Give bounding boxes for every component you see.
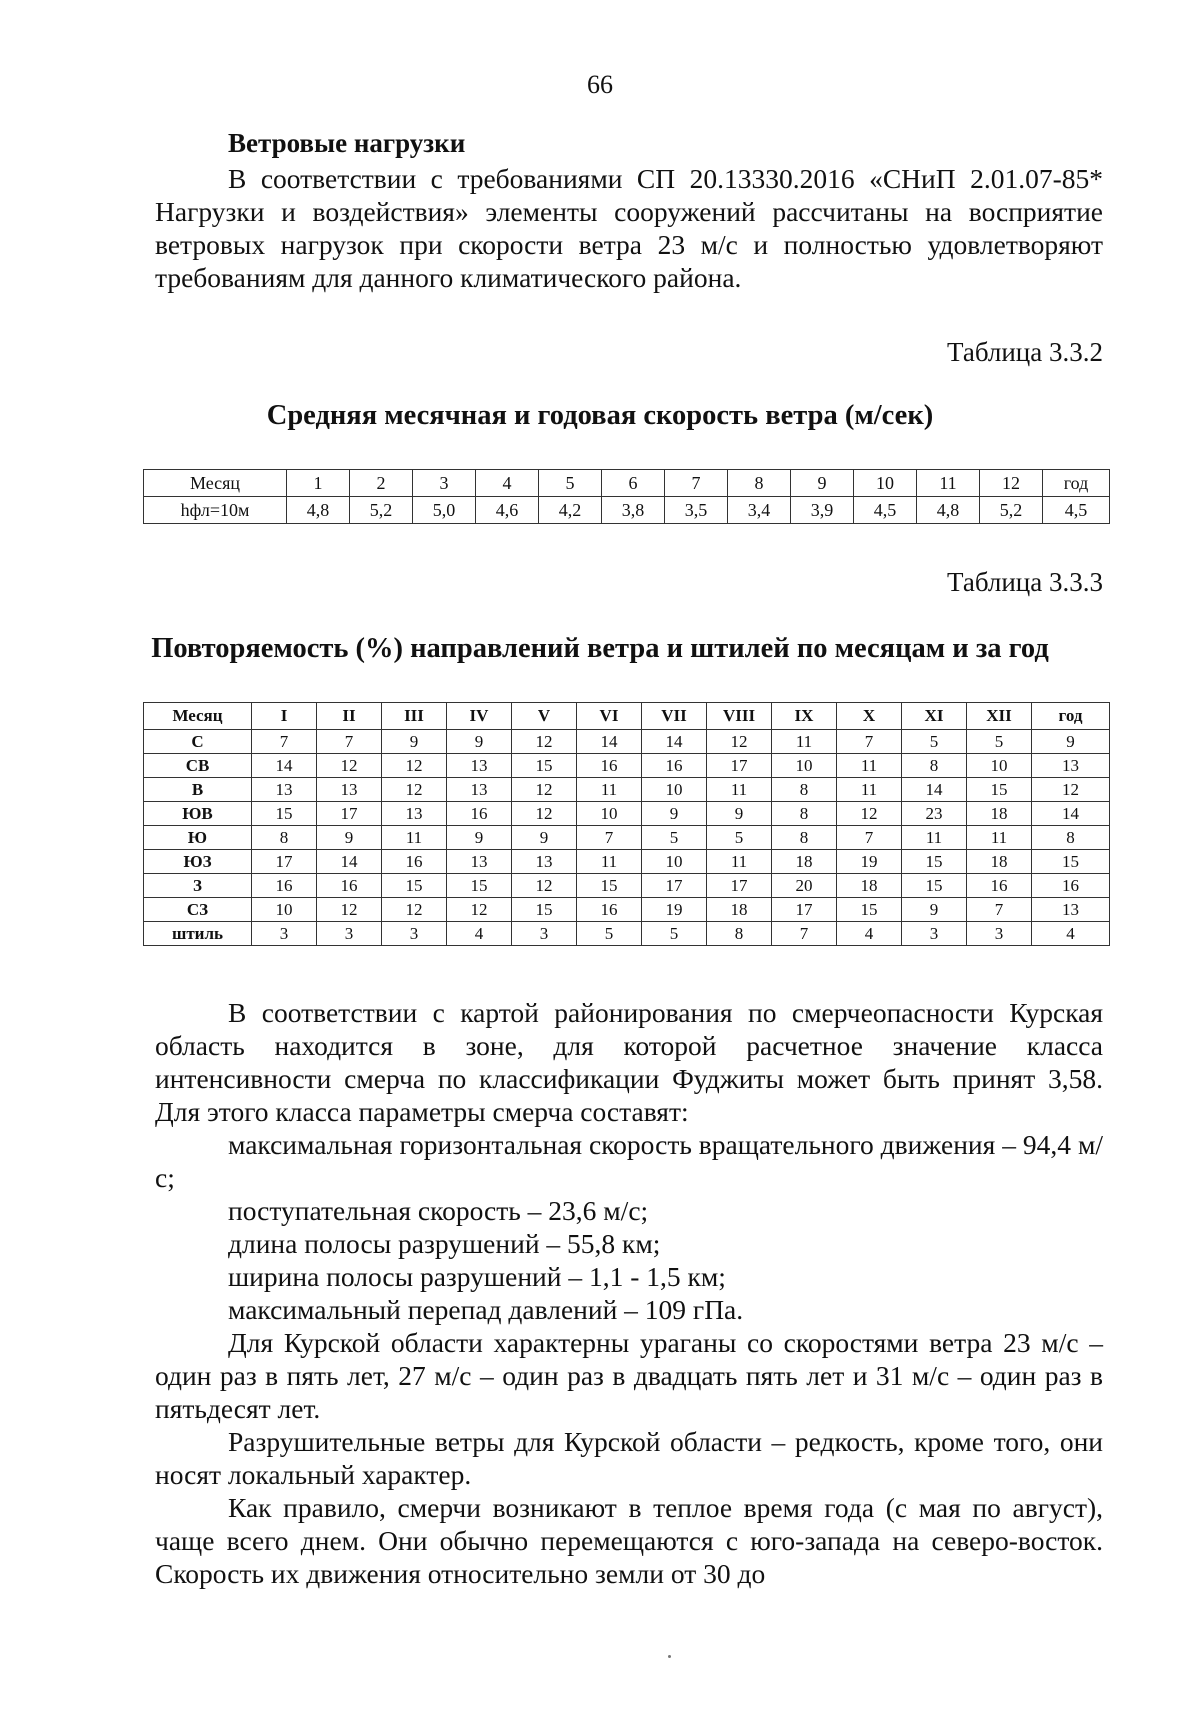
- table-cell: 9: [642, 802, 707, 826]
- param-rotational-speed-text: максимальная горизонтальная скорость вращательного движения – 94,4 м/с;: [155, 1129, 1103, 1193]
- table2-title: Повторяемость (%) направлений ветра и штилей по месяцам и за год: [151, 633, 1049, 664]
- table-cell: 7: [317, 730, 382, 754]
- tornado-paragraph-text: В соответствии с картой районирования по смерчеопасности Курская область находится в зоне, для которой расчетное значение класса интенсивности смерча по классификации Фуджиты может быть принят 3,58. Для этого класса параметры смерча составят:: [155, 997, 1103, 1127]
- table-cell: XI: [902, 703, 967, 730]
- table-cell: I: [252, 703, 317, 730]
- table-cell: 9: [707, 802, 772, 826]
- table-cell: 13: [512, 850, 577, 874]
- section-heading: Ветровые нагрузки: [228, 128, 466, 158]
- table-cell: 15: [577, 874, 642, 898]
- table-cell: 10: [854, 470, 917, 497]
- table-cell: 5: [577, 922, 642, 946]
- table-row: [144, 874, 1110, 898]
- table-cell: 10: [642, 850, 707, 874]
- table-cell: 13: [447, 850, 512, 874]
- table-cell: 16: [967, 874, 1032, 898]
- table-cell: 3,8: [602, 497, 665, 524]
- table-cell: 18: [967, 850, 1032, 874]
- wind-direction-table: [143, 702, 1110, 946]
- table-cell: 13: [317, 778, 382, 802]
- table-cell: 15: [902, 850, 967, 874]
- table-cell: Месяц: [144, 470, 287, 497]
- table-cell: 16: [577, 754, 642, 778]
- table-cell: 17: [707, 754, 772, 778]
- table-cell: II: [317, 703, 382, 730]
- table-cell: 7: [837, 826, 902, 850]
- table-cell: 4,5: [854, 497, 917, 524]
- table-cell: 11: [967, 826, 1032, 850]
- table-row: [144, 826, 1110, 850]
- table-cell: 7: [967, 898, 1032, 922]
- table-cell: 9: [512, 826, 577, 850]
- table-cell: 13: [447, 754, 512, 778]
- table-cell: 11: [837, 778, 902, 802]
- table-cell: 8: [902, 754, 967, 778]
- table-cell: 11: [382, 826, 447, 850]
- table-cell: 13: [252, 778, 317, 802]
- table-cell: 13: [1032, 754, 1110, 778]
- table-cell: 3: [317, 922, 382, 946]
- table-cell: IV: [447, 703, 512, 730]
- table-row: [144, 802, 1110, 826]
- intro-paragraph: [155, 162, 1103, 294]
- table-cell: 11: [772, 730, 837, 754]
- tornado-season-paragraph: [155, 1491, 1103, 1590]
- table-cell: 14: [252, 754, 317, 778]
- table-row: [144, 754, 1110, 778]
- table-cell: 11: [902, 826, 967, 850]
- table-cell: 9: [1032, 730, 1110, 754]
- table-cell: 14: [902, 778, 967, 802]
- table-cell: 8: [1032, 826, 1110, 850]
- table-row: [144, 850, 1110, 874]
- table-row: [144, 497, 1110, 524]
- table-cell: 7: [252, 730, 317, 754]
- table-cell: 5: [902, 730, 967, 754]
- table-cell: 6: [602, 470, 665, 497]
- table-cell: 12: [512, 802, 577, 826]
- table-cell: 9: [447, 730, 512, 754]
- table-cell: 23: [902, 802, 967, 826]
- table-cell: 15: [902, 874, 967, 898]
- table-cell: 4,5: [1043, 497, 1110, 524]
- table-cell: 15: [512, 754, 577, 778]
- table-cell: 7: [577, 826, 642, 850]
- table-cell: 2: [350, 470, 413, 497]
- table-cell: 4: [447, 922, 512, 946]
- table-cell: 19: [837, 850, 902, 874]
- table-cell: Месяц: [144, 703, 252, 730]
- wind-speed-table: [143, 469, 1110, 524]
- table-cell: 9: [902, 898, 967, 922]
- table-cell: 1: [287, 470, 350, 497]
- table-cell: 11: [577, 778, 642, 802]
- table-cell: 16: [1032, 874, 1110, 898]
- table-cell: 11: [707, 850, 772, 874]
- table-cell: 16: [447, 802, 512, 826]
- table-cell: 9: [791, 470, 854, 497]
- table-cell: VI: [577, 703, 642, 730]
- table-cell: 5,2: [350, 497, 413, 524]
- row-header-cell: СВ: [144, 754, 252, 778]
- table-cell: 10: [772, 754, 837, 778]
- table-cell: 3,5: [665, 497, 728, 524]
- table-cell: 18: [707, 898, 772, 922]
- table-cell: 12: [317, 898, 382, 922]
- table-cell: 3: [967, 922, 1032, 946]
- table-cell: 7: [772, 922, 837, 946]
- table-cell: 3,9: [791, 497, 854, 524]
- table-cell: 4: [1032, 922, 1110, 946]
- table-row: [144, 922, 1110, 946]
- table-cell: 3: [252, 922, 317, 946]
- table-cell: 19: [642, 898, 707, 922]
- table-cell: 3,4: [728, 497, 791, 524]
- table-cell: 16: [642, 754, 707, 778]
- table-cell: год: [1043, 470, 1110, 497]
- table-cell: 17: [317, 802, 382, 826]
- table-cell: 5: [707, 826, 772, 850]
- table-cell: 8: [772, 802, 837, 826]
- table-cell: 14: [577, 730, 642, 754]
- row-header-cell: ЮЗ: [144, 850, 252, 874]
- destructive-winds-paragraph-text: Разрушительные ветры для Курской области – редкость, кроме того, они носят локальный характер.: [155, 1426, 1103, 1490]
- page-number: 66: [587, 70, 613, 99]
- param-translational-speed: [155, 1194, 1103, 1227]
- table-cell: 15: [447, 874, 512, 898]
- table-cell: 17: [252, 850, 317, 874]
- table-cell: VII: [642, 703, 707, 730]
- table-cell: 5: [642, 826, 707, 850]
- table-cell: 15: [837, 898, 902, 922]
- table-cell: 5: [967, 730, 1032, 754]
- table-cell: год: [1032, 703, 1110, 730]
- param-damage-length-text: длина полосы разрушений – 55,8 км;: [228, 1228, 661, 1259]
- table-cell: 18: [967, 802, 1032, 826]
- table-cell: 12: [1032, 778, 1110, 802]
- table-cell: 15: [252, 802, 317, 826]
- param-rotational-speed: [155, 1128, 1103, 1194]
- table-cell: 14: [642, 730, 707, 754]
- table-cell: 3: [512, 922, 577, 946]
- table-cell: 16: [577, 898, 642, 922]
- table-cell: 12: [317, 754, 382, 778]
- table-cell: 8: [707, 922, 772, 946]
- table-cell: hфл=10м: [144, 497, 287, 524]
- table-cell: 8: [772, 826, 837, 850]
- param-pressure-drop: [155, 1293, 1103, 1326]
- table-cell: 15: [1032, 850, 1110, 874]
- table-cell: 11: [577, 850, 642, 874]
- table-cell: 15: [967, 778, 1032, 802]
- table-cell: 10: [252, 898, 317, 922]
- table-cell: 8: [728, 470, 791, 497]
- table-cell: 13: [1032, 898, 1110, 922]
- table-row: [144, 778, 1110, 802]
- hurricane-paragraph: [155, 1326, 1103, 1425]
- table-cell: 13: [447, 778, 512, 802]
- table-cell: 8: [772, 778, 837, 802]
- table-cell: X: [837, 703, 902, 730]
- row-header-cell: ЮВ: [144, 802, 252, 826]
- table-cell: VIII: [707, 703, 772, 730]
- row-header-cell: З: [144, 874, 252, 898]
- table-cell: 9: [317, 826, 382, 850]
- table-row: [144, 898, 1110, 922]
- table-cell: 12: [707, 730, 772, 754]
- table-cell: 16: [382, 850, 447, 874]
- table-cell: 11: [837, 754, 902, 778]
- table-cell: 8: [252, 826, 317, 850]
- hurricane-paragraph-text: Для Курской области характерны ураганы со скоростями ветра 23 м/с – один раз в пять лет, 27 м/с – один раз в двадцать пять лет и 31 м/с – один раз в пятьдесят лет.: [155, 1327, 1103, 1424]
- table-cell: 5: [539, 470, 602, 497]
- table1-title: Средняя месячная и годовая скорость ветра (м/сек): [266, 400, 934, 431]
- table-cell: 10: [577, 802, 642, 826]
- param-translational-speed-text: поступательная скорость – 23,6 м/с;: [228, 1195, 649, 1226]
- table-cell: 12: [512, 874, 577, 898]
- table-cell: 17: [642, 874, 707, 898]
- tornado-paragraph: [155, 996, 1103, 1128]
- table-cell: 3: [902, 922, 967, 946]
- table-cell: 15: [382, 874, 447, 898]
- table-cell: 17: [707, 874, 772, 898]
- table-cell: 10: [967, 754, 1032, 778]
- table-cell: 7: [665, 470, 728, 497]
- param-damage-width: [155, 1260, 1103, 1293]
- table-cell: 12: [837, 802, 902, 826]
- table-row: [144, 730, 1110, 754]
- table-cell: 12: [382, 898, 447, 922]
- table-cell: 13: [382, 802, 447, 826]
- table-cell: IX: [772, 703, 837, 730]
- table-cell: 3: [413, 470, 476, 497]
- table-cell: 9: [382, 730, 447, 754]
- table-cell: 10: [642, 778, 707, 802]
- table-cell: 15: [512, 898, 577, 922]
- table-cell: 11: [707, 778, 772, 802]
- row-header-cell: СЗ: [144, 898, 252, 922]
- intro-paragraph-text: В соответствии с требованиями СП 20.13330.2016 «СНиП 2.01.07-85* Нагрузки и воздействия» элементы сооружений рассчитаны на восприятие ветровых нагрузок при скорости ветра 23 м/с и полностью удовлетворяют требованиям для данного климатического района.: [155, 163, 1103, 293]
- row-header-cell: С: [144, 730, 252, 754]
- table-cell: 3: [382, 922, 447, 946]
- scan-speck: [668, 1655, 671, 1658]
- table-cell: XII: [967, 703, 1032, 730]
- param-damage-length: [155, 1227, 1103, 1260]
- table-cell: 16: [252, 874, 317, 898]
- table-cell: 12: [512, 730, 577, 754]
- table-cell: 20: [772, 874, 837, 898]
- table-cell: V: [512, 703, 577, 730]
- table-header-row: [144, 470, 1110, 497]
- param-damage-width-text: ширина полосы разрушений – 1,1 - 1,5 км;: [228, 1261, 726, 1292]
- table-cell: 9: [447, 826, 512, 850]
- table-cell: 14: [1032, 802, 1110, 826]
- destructive-winds-paragraph: [155, 1425, 1103, 1491]
- table-cell: 4,8: [287, 497, 350, 524]
- table-cell: 18: [837, 874, 902, 898]
- table-cell: 5,0: [413, 497, 476, 524]
- table-cell: 16: [317, 874, 382, 898]
- table-cell: III: [382, 703, 447, 730]
- table-cell: 4,6: [476, 497, 539, 524]
- tornado-season-paragraph-text: Как правило, смерчи возникают в теплое время года (с мая по август), чаще всего днем. Они обычно перемещаются с юго-запада на северо-восток. Скорость их движения относительно земли от 30 до: [155, 1492, 1103, 1589]
- table-cell: 4,8: [917, 497, 980, 524]
- table-cell: 4: [476, 470, 539, 497]
- table1-caption: Таблица 3.3.2: [947, 337, 1103, 367]
- table-cell: 12: [447, 898, 512, 922]
- table-cell: 4: [837, 922, 902, 946]
- table-cell: 7: [837, 730, 902, 754]
- row-header-cell: Ю: [144, 826, 252, 850]
- table-cell: 5,2: [980, 497, 1043, 524]
- param-pressure-drop-text: максимальный перепад давлений – 109 гПа.: [228, 1294, 744, 1325]
- row-header-cell: В: [144, 778, 252, 802]
- table-cell: 14: [317, 850, 382, 874]
- table-cell: 12: [512, 778, 577, 802]
- table-cell: 12: [980, 470, 1043, 497]
- row-header-cell: штиль: [144, 922, 252, 946]
- table-cell: 5: [642, 922, 707, 946]
- table-cell: 12: [382, 754, 447, 778]
- table-header-row: [144, 703, 1110, 730]
- table-cell: 11: [917, 470, 980, 497]
- table-cell: 18: [772, 850, 837, 874]
- table-cell: 12: [382, 778, 447, 802]
- table2-caption: Таблица 3.3.3: [947, 567, 1103, 597]
- table-cell: 17: [772, 898, 837, 922]
- table-cell: 4,2: [539, 497, 602, 524]
